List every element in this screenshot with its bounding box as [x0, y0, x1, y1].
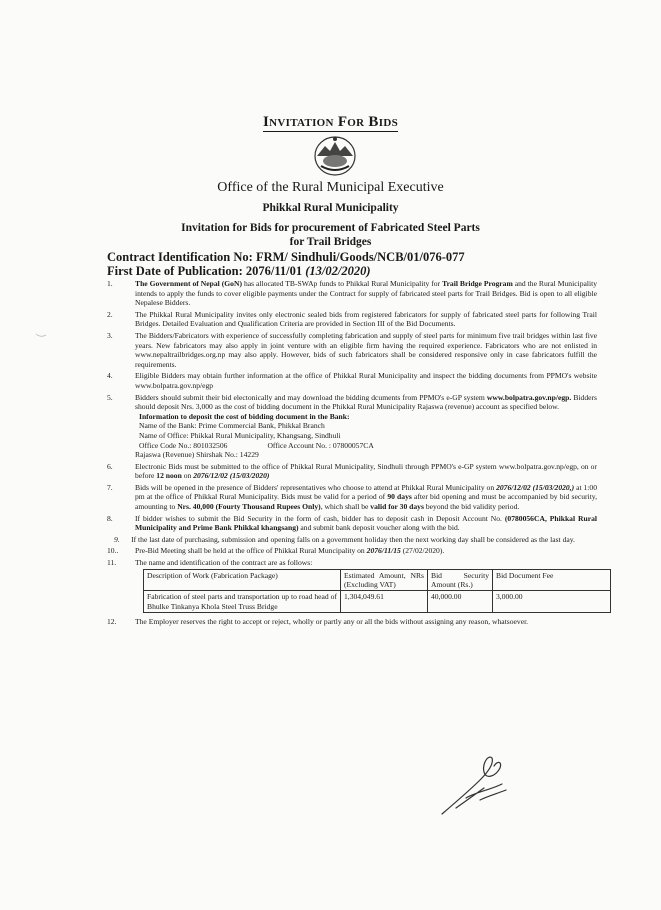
clause-4: 4. Eligible Bidders may obtain further information at the office of Phikkal Rural Municipality and inspect the bidding documents from PPMO's website www.bolpatra.gov.np/egp: [107, 371, 597, 390]
document-title: Invitation For Bids: [263, 114, 398, 130]
clause-10: 10.. Pre-Bid Meeting shall be held at the office of Phikkal Rural Muncipality on 2076/11/15 (27/02/2020).: [107, 546, 445, 556]
clause-3: 3. The Bidders/Fabricators with experience of successfully completing fabrication and supply of steel parts for minimum five trail bridges within last five years. New fabricators may also apply in joint venture with an eligible firm having the required experience. Fabricators who are not enlisted in www.nepaltrailbridges.org.np may also apply. However, bids of such fabricators shall be considered responsive only in case fabricators fulfill the requirements.: [107, 330, 597, 369]
clause-8: 8. If bidder wishes to submit the Bid Security in the form of cash, bidder has to deposit cash in Deposit Account No. (0780056CA, Phikkal Rural Municipality and Prime Bank Phikkal khangsang) and submit bank deposit voucher along with the bid.: [107, 513, 597, 533]
clause-7: 7. Bids will be opened in the presence of Bidders' representatives who choose to attend at Phikkal Rural Municipality on 2076/12/02 (15/03/2020,) at 1:00 pm at the office of Phikkal Rural Municipality. Bids must be valid for a period of 90 days after bid opening and must be accompanied by bid security, amounting to Nrs. 40,000 (Fourty Thousand Rupees Only), which shall be valid for 30 days beyond the bid validity period.: [107, 482, 598, 512]
signature-scribble: [436, 750, 516, 820]
clause-9: 9. If the last date of purchasing, submission and opening falls on a government holiday then the next working day shall be considered as the last day.: [114, 534, 575, 544]
scan-mark: [36, 333, 46, 338]
clause-6: 6. Electronic Bids must be submitted to the office of Phikkal Rural Municipality, Sindhuli through PPMO's e-GP system www.bolpatra.gov.np/egp, on or before 12 noon on 2076/12/02 (15/03/2020): [107, 461, 597, 481]
bank-deposit-info: Information to deposit the cost of bidding document in the Bank: Name of the Bank: Prime Commercial Bank, Phikkal Branch Name of Office: Phikkal Rural Municipality, Khangsang, Sindhuli Office Code No.: 801032506 Office Account No. : 07800057CA Rajaswa (Revenue) Shirshak No.: 14229: [135, 411, 374, 460]
nepal-emblem-icon: [311, 134, 359, 178]
office-heading: Office of the Rural Municipal Executive: [217, 180, 444, 195]
ifb-subject-line-2: for Trail Bridges: [289, 236, 372, 248]
ifb-clauses: [107, 279, 597, 629]
clause-11: 11. The name and identification of the contract are as follows: Description of Work (Fabrication Package) Estimated Amount, NRs (Excluding VAT) Bid Security Amount (Rs.) Bid Document Fee Fabrication of steel parts and transportation up to road head of Bhulke Tinkanya Khola Steel Truss Bridge 1,304,049.61 40,000.00 3,000.00: [107, 558, 597, 613]
publication-date: First Date of Publication: 2076/11/01 (13/02/2020): [107, 264, 371, 278]
clause-1: 1. The Government of Nepal (GoN) has allocated TB-SWAp funds to Phikkal Rural Municipality for Trail Bridge Program and the Rural Municipality intends to apply the funds to cover eligible payments under the Contract for supply of fabricated steel parts for Trail Bridges. Bid is open to all eligible Nepalese Bidders.: [107, 279, 597, 308]
clause-12: 12. The Employer reserves the right to accept or reject, wholly or partly any or all the bids without assigning any reason, whatsoever.: [107, 617, 529, 627]
contract-identification: Contract Identification No: FRM/ Sindhuli/Goods/NCB/01/076-077: [107, 250, 465, 264]
clause-2: 2. The Phikkal Rural Municipality invites only electronic sealed bids from registered fabricators for supply of fabricated steel parts for following Trail Bridges. Detailed Evaluation and Qualification Criteria are provided in Section III of the Bid Documents.: [107, 309, 597, 329]
table-row: Fabrication of steel parts and transportation up to road head of Bhulke Tinkanya Khola Steel Truss Bridge 1,304,049.61 40,000.00 3,000.00: [144, 591, 611, 613]
municipality-heading: Phikkal Rural Municipality: [262, 202, 399, 214]
contract-table: [143, 569, 611, 614]
table-header-row: Description of Work (Fabrication Package) Estimated Amount, NRs (Excluding VAT) Bid Security Amount (Rs.) Bid Document Fee: [144, 569, 611, 591]
clause-5: 5. Bidders should submit their bid electonically and may download the bidding dcuments from PPMO's e-GP system www.bolpatra.gov.np/egp. Bidders should deposit Nrs. 3,000 as the cost of bidding document in the Phikkal Rural Municipality Rajaswa (revenue) account as specified below. Information to deposit the cost of bidding document in the Bank: Name of the Bank: Prime Commercial Bank, Phikkal Branch Name of Office: Phikkal Rural Municipality, Khangsang, Sindhuli Office Code No.: 801032506 Office Account No. : 07800057CA Rajaswa (Revenue) Shirshak No.: 14229: [107, 392, 597, 460]
ifb-subject-line-1: Invitation for Bids for procurement of Fabricated Steel Parts: [181, 222, 480, 234]
